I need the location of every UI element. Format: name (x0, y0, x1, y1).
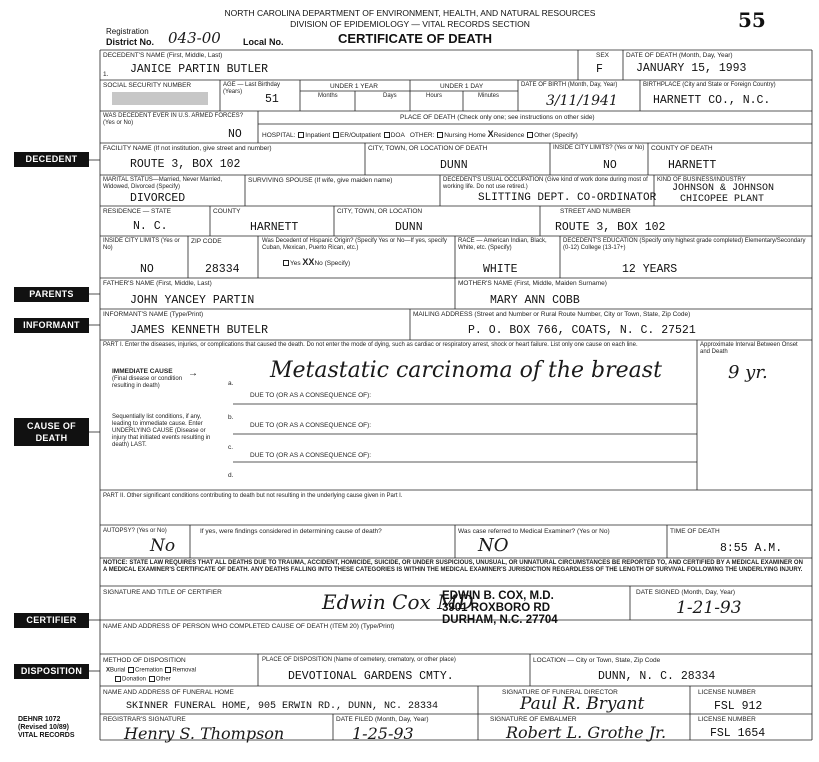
other-checkbox (527, 132, 533, 138)
cremation-checkbox (128, 667, 134, 673)
embalmer-signature: Robert L. Grothe Jr. (506, 723, 667, 742)
residence-state-label: RESIDENCE — STATE (103, 208, 172, 215)
page-title: CERTIFICATE OF DEATH (337, 31, 493, 46)
sequential-label: Sequentially list conditions, if any, leading to immediate cause. Enter UNDERLYING CAUSE (Disease or injury that initiated events resulting in death) LAST. (112, 414, 211, 448)
place-of-death-label: PLACE OF DEATH (Check only one; see instructions on other side) (400, 114, 595, 121)
header-agency: NORTH CAROLINA DEPARTMENT OF ENVIRONMENT, HEALTH, AND NATURAL RESOURCES (224, 8, 596, 18)
age-label: AGE — Last Birthday (Years) (223, 82, 281, 95)
funeral-home-value: SKINNER FUNERAL HOME, 905 ERWIN RD., DUNN, NC. 28334 (126, 701, 439, 712)
decedent-name: JANICE PARTIN BUTLER (130, 63, 269, 76)
hispanic-no-check-mark: XX (302, 257, 315, 267)
hispanic-no-checkbox (283, 260, 289, 266)
months-label: Months (318, 93, 338, 99)
time-of-death-value: 8:55 A.M. (720, 542, 783, 555)
immediate-cause-label: IMMEDIATE CAUSE (112, 368, 173, 375)
mother-label: MOTHER'S NAME (First, Middle, Maiden Surname) (458, 280, 607, 287)
nursing-home-checkbox (437, 132, 443, 138)
marital-label: MARITAL STATUS—Married, Never Married, Widowed, Divorced (Specify) (103, 177, 223, 190)
removal-checkbox (165, 667, 171, 673)
race-label: RACE — American Indian, Black, White, etc. (Specify) (458, 238, 547, 251)
residence-state-value: N. C. (133, 220, 168, 233)
birthplace-value: HARNETT CO., N.C. (653, 94, 771, 107)
registrar-label: REGISTRAR'S SIGNATURE (103, 716, 186, 723)
death-inside-limits-label: INSIDE CITY LIMITS? (Yes or No) (553, 145, 645, 151)
informant-value: JAMES KENNETH BUTELR (130, 324, 269, 337)
interval-label: Approximate Interval Between Onset and Death (700, 342, 798, 355)
certifier-stamp: EDWIN B. COX, M.D. 3901 ROXBORO RD DURHAM, N.C. 27704 (442, 590, 558, 626)
section-disposition: DISPOSITION (14, 664, 89, 679)
minutes-label: Minutes (478, 93, 500, 99)
page-number: 55 (738, 8, 766, 32)
mother-value: MARY ANN COBB (490, 294, 580, 307)
facility-label: FACILITY NAME (If not institution, give street and number) (103, 145, 272, 152)
autopsy-label: AUTOPSY? (Yes or No) (103, 528, 167, 534)
local-label: Local No. (243, 37, 284, 47)
father-value: JOHN YANCEY PARTIN (130, 294, 255, 307)
funeral-director-signature: Paul R. Bryant (520, 694, 645, 714)
ssn-redacted (112, 92, 208, 105)
residence-check-mark: X (487, 129, 494, 139)
date-signed-value: 1-21-93 (676, 598, 742, 618)
occupation-label: DECEDENT'S USUAL OCCUPATION (Give kind of work done during most of working life. Do not use retired.) (443, 177, 648, 190)
death-city-label: CITY, TOWN, OR LOCATION OF DEATH (368, 145, 488, 152)
industry-value-line1: JOHNSON & JOHNSON (672, 183, 775, 194)
age-value: 51 (265, 93, 279, 106)
location-label: LOCATION — City or Town, State, Zip Code (533, 657, 661, 664)
section-informant: INFORMANT (14, 318, 89, 333)
section-cause-of-death: CAUSE OF DEATH (14, 418, 89, 446)
other-label: OTHER: (409, 132, 435, 139)
me-value: NO (478, 535, 509, 556)
time-of-death-label: TIME OF DEATH (670, 528, 720, 535)
death-county-value: HARNETT (668, 159, 717, 172)
sex-value: F (596, 63, 603, 76)
completer-label: NAME AND ADDRESS OF PERSON WHO COMPLETED CAUSE OF DEATH (ITEM 20) (Type/Print) (103, 623, 395, 630)
cause-line-a: Metastatic carcinoma of the breast (270, 358, 662, 383)
death-city-value: DUNN (440, 159, 468, 172)
interval-line-a: 9 yr. (728, 362, 768, 383)
race-value: WHITE (483, 263, 518, 276)
armed-forces-label: WAS DECEDENT EVER IN U.S. ARMED FORCES? (Yes or No) (103, 113, 244, 126)
header-division: DIVISION OF EPIDEMIOLOGY — VITAL RECORDS SECTION (290, 19, 530, 29)
funeral-home-label: NAME AND ADDRESS OF FUNERAL HOME (103, 689, 234, 696)
embalmer-label: SIGNATURE OF EMBALMER (490, 716, 577, 723)
under-1-year-label: UNDER 1 YEAR (330, 83, 378, 90)
date-of-death: JANUARY 15, 1993 (636, 62, 747, 75)
under-1-day-label: UNDER 1 DAY (440, 83, 484, 90)
me-label: Was case referred to Medical Examiner? (Yes or No) (458, 528, 610, 535)
informant-label: INFORMANT'S NAME (Type/Print) (103, 311, 204, 318)
inpatient-checkbox (298, 132, 304, 138)
residence-city-label: CITY, TOWN, OR LOCATION (337, 208, 423, 215)
part2-label: PART II. Other significant conditions contributing to death but not resulting in the underlying cause given in Part I. (103, 493, 403, 499)
er-checkbox (333, 132, 339, 138)
armed-forces-value: NO (228, 128, 242, 141)
education-label: DECEDENT'S EDUCATION (Specify only highest grade completed) Elementary/Secondary (0-12) College (13-17+) (563, 238, 806, 251)
burial-check-mark: X (106, 667, 111, 674)
doa-checkbox (384, 132, 390, 138)
notice-text: NOTICE: STATE LAW REQUIRES THAT ALL DEATHS DUE TO TRAUMA, ACCIDENT, HOMICIDE, SUICIDE, OR UNDER SUSPICIOUS, UNUSUAL, OR UNNATURAL CIRCUMSTANCES BE REPORTED TO, AND CERTIFIED BY A MEDICAL EXAMINER ON A MEDICAL EXAMINER'S CERTIFICATE OF DEATH. ANY DEATHS FALLING INTO THESE CATEGORIES IS WITHIN THE MEDICAL EXAMINER'S JURISDICTION REGARDLESS OF THE LENGTH OF SURVIVAL FOLLOWING THE UNDERLYING INJURY. (103, 560, 803, 573)
hours-label: Hours (426, 93, 443, 99)
date-of-death-label: DATE OF DEATH (Month, Day, Year) (626, 52, 733, 59)
findings-label: If yes, were findings considered in determining cause of death? (200, 528, 382, 535)
street-value: ROUTE 3, BOX 102 (555, 221, 666, 234)
due-to-a: DUE TO (OR AS A CONSEQUENCE OF): (250, 392, 372, 399)
industry-value-line2: CHICOPEE PLANT (680, 194, 765, 205)
industry-label: KIND OF BUSINESS/INDUSTRY (657, 177, 746, 183)
birthplace-label: BIRTHPLACE (City and State or Foreign Country) (643, 82, 776, 88)
section-decedent: DECEDENT (14, 152, 89, 167)
place-disposition-label: PLACE OF DISPOSITION (Name of cemetery, crematory, or other place) (262, 657, 456, 663)
occupation-value: SLITTING DEPT. CO-ORDINATOR (478, 192, 657, 204)
mailing-address-label: MAILING ADDRESS (Street and Number or Rural Route Number, City or Town, State, Zip Code) (413, 311, 691, 318)
date-signed-label: DATE SIGNED (Month, Day, Year) (636, 589, 736, 596)
hospital-label: HOSPITAL: (262, 132, 296, 139)
residence-inside-label: INSIDE CITY LIMITS (Yes or No) (103, 238, 180, 251)
father-label: FATHER'S NAME (First, Middle, Last) (103, 280, 212, 287)
immediate-cause-sub: (Final disease or condition resulting in death) (112, 376, 183, 389)
residence-county-label: COUNTY (213, 208, 241, 215)
days-label: Days (383, 93, 397, 99)
dob-label: DATE OF BIRTH (Month, Day, Year) (521, 82, 618, 88)
registrar-signature: Henry S. Thompson (124, 724, 285, 743)
dob-value: 3/11/1941 (546, 93, 618, 109)
district-value: 043-00 (168, 29, 221, 47)
part1-label: PART I. Enter the diseases, injuries, or complications that caused the death. Do not enter the mode of dying, such as cardiac or respiratory arrest, shock or heart failure. List only one cause on each line. (103, 342, 638, 348)
license1-label: LICENSE NUMBER (698, 689, 756, 696)
hispanic-label: Was Decedent of Hispanic Origin? (Specify Yes or No—If yes, specify Cuban, Mexican, Puerto Rican, etc.) (262, 238, 447, 251)
date-filed-label: DATE FILED (Month, Day, Year) (336, 716, 429, 723)
certifier-sig-label: SIGNATURE AND TITLE OF CERTIFIER (103, 589, 222, 596)
method-label: METHOD OF DISPOSITION (103, 657, 186, 664)
date-filed-value: 1-25-93 (352, 724, 414, 743)
residence-county-value: HARNETT (250, 221, 299, 234)
section-parents: PARENTS (14, 287, 89, 302)
street-label: STREET AND NUMBER (560, 208, 631, 215)
section-certifier: CERTIFIER (14, 613, 89, 628)
mailing-address-value: P. O. BOX 766, COATS, N. C. 27521 (468, 324, 696, 337)
district-label: District No. (106, 37, 155, 47)
donation-checkbox (115, 676, 121, 682)
death-inside-limits-value: NO (603, 159, 617, 172)
license2-value: FSL 1654 (710, 727, 766, 740)
residence-city-value: DUNN (395, 221, 423, 234)
other-disp-checkbox (149, 676, 155, 682)
registration-label: Registration (106, 27, 149, 36)
due-to-c: DUE TO (OR AS A CONSEQUENCE OF): (250, 452, 372, 459)
due-to-b: DUE TO (OR AS A CONSEQUENCE OF): (250, 422, 372, 429)
spouse-label: SURVIVING SPOUSE (If wife, give maiden name) (248, 177, 393, 184)
marital-value: DIVORCED (130, 192, 186, 205)
place-disposition-value: DEVOTIONAL GARDENS CMTY. (288, 670, 454, 683)
license2-label: LICENSE NUMBER (698, 716, 756, 723)
sex-label: SEX (596, 52, 610, 59)
funeral-director-label: SIGNATURE OF FUNERAL DIRECTOR (502, 689, 618, 696)
ssn-label: SOCIAL SECURITY NUMBER (103, 82, 192, 89)
facility-value: ROUTE 3, BOX 102 (130, 158, 241, 171)
death-county-label: COUNTY OF DEATH (651, 145, 713, 152)
license1-value: FSL 912 (714, 700, 763, 713)
form-footer: DEHNR 1072 (Revised 10/89) VITAL RECORDS (18, 716, 75, 739)
decedent-name-label: DECEDENT'S NAME (First, Middle, Last) (103, 52, 223, 59)
zip-value: 28334 (205, 263, 240, 276)
residence-inside-value: NO (140, 263, 154, 276)
education-value: 12 YEARS (622, 263, 678, 276)
autopsy-value: No (150, 536, 176, 556)
location-value: DUNN, N. C. 28334 (598, 670, 716, 683)
zip-label: ZIP CODE (191, 238, 222, 245)
certifier-signature: Edwin Cox MD (322, 590, 474, 614)
